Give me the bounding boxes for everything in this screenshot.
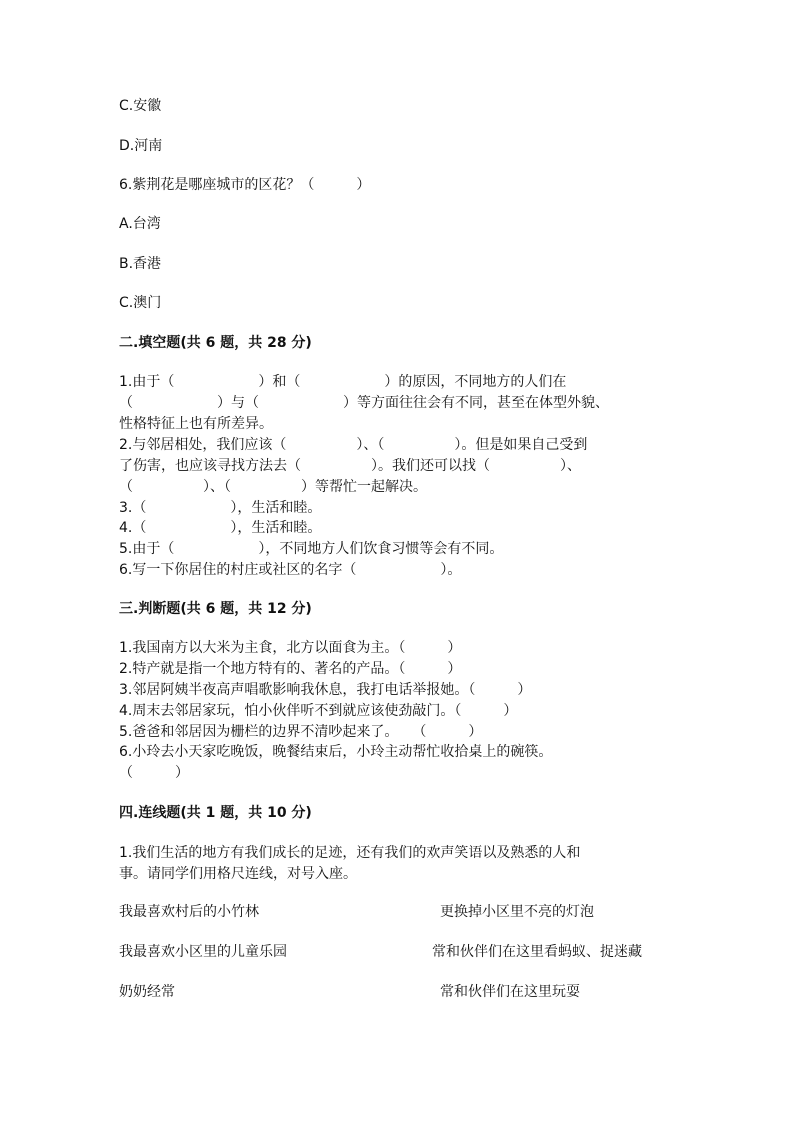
question-stem: 6.紫荆花是哪座城市的区花？（ ） (119, 177, 371, 193)
fill-blank-line: 6.写一下你居住的村庄或社区的名字（ ）。 (119, 562, 462, 578)
section-heading-matching: 四.连线题(共 1 题，共 10 分) (119, 805, 312, 821)
matching-intro-line: 1.我们生活的地方有我们成长的足迹，还有我们的欢声笑语以及熟悉的人和 (119, 845, 581, 861)
option-q6-b: B.香港 (119, 256, 162, 272)
fill-blank-line: 性格特征上也有所差异。 (119, 416, 273, 432)
fill-blank-line: 了伤害，也应该寻找方法去（ ）。我们还可以找（ ）、 (119, 458, 581, 474)
option-q5-c: C.安徽 (119, 98, 162, 114)
fill-blank-line: （ ）与（ ）等方面往往会有不同，甚至在体型外貌、 (119, 395, 609, 411)
matching-right-item: 更换掉小区里不亮的灯泡 (440, 904, 594, 920)
judgement-line: 5.爸爸和邻居因为栅栏的边界不清吵起来了。 （ ） (119, 724, 483, 740)
matching-intro-line: 事。请同学们用格尺连线，对号入座。 (119, 866, 357, 882)
option-q5-d: D.河南 (119, 138, 163, 154)
option-q6-a: A.台湾 (119, 216, 161, 232)
section-heading-judgement: 三.判断题(共 6 题，共 12 分) (119, 601, 312, 617)
judgement-line: 2.特产就是指一个地方特有的、著名的产品。（ ） (119, 661, 462, 677)
judgement-line: 6.小玲去小天家吃晚饭，晚餐结束后，小玲主动帮忙收拾桌上的碗筷。 (119, 744, 553, 760)
matching-left-item: 奶奶经常 (119, 984, 175, 1000)
judgement-line: 3.邻居阿姨半夜高声唱歌影响我休息，我打电话举报她。（ ） (119, 682, 532, 698)
option-q6-c: C.澳门 (119, 295, 162, 311)
matching-right-item: 常和伙伴们在这里看蚂蚁、捉迷藏 (432, 944, 642, 960)
judgement-line: （ ） (119, 765, 189, 781)
fill-blank-line: 3.（ ），生活和睦。 (119, 500, 322, 516)
fill-blank-line: 2.与邻居相处，我们应该（ ）、（ ）。但是如果自己受到 (119, 437, 588, 453)
fill-blank-line: （ ）、（ ）等帮忙一起解决。 (119, 479, 427, 495)
fill-blank-line: 5.由于（ ），不同地方人们饮食习惯等会有不同。 (119, 541, 504, 557)
matching-right-item: 常和伙伴们在这里玩耍 (440, 984, 580, 1000)
matching-left-item: 我最喜欢村后的小竹林 (119, 904, 259, 920)
fill-blank-line: 1.由于（ ）和（ ）的原因，不同地方的人们在 (119, 374, 567, 390)
judgement-line: 4.周末去邻居家玩，怕小伙伴听不到就应该使劲敲门。（ ） (119, 703, 518, 719)
section-heading-fill-blank: 二.填空题(共 6 题，共 28 分) (119, 335, 312, 351)
matching-left-item: 我最喜欢小区里的儿童乐园 (119, 944, 287, 960)
fill-blank-line: 4.（ ），生活和睦。 (119, 520, 322, 536)
judgement-line: 1.我国南方以大米为主食，北方以面食为主。（ ） (119, 640, 462, 656)
